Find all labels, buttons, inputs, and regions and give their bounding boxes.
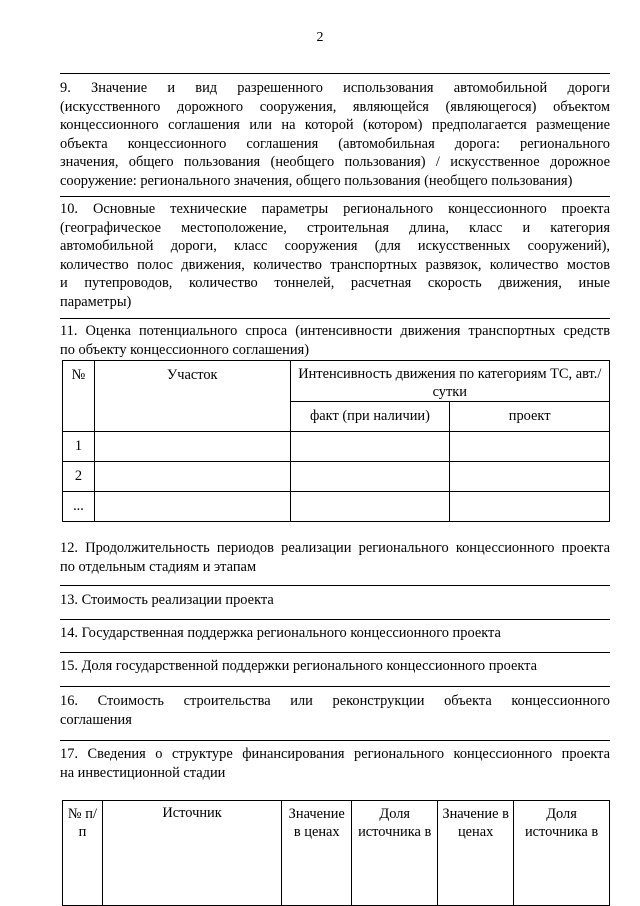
section-10-line: параметры)	[60, 293, 132, 310]
section-9-line: 9. Значение и вид разрешенного использования автомобильной дороги	[60, 80, 610, 96]
section-9	[60, 79, 610, 190]
table-cell	[94, 462, 290, 492]
table-cell	[94, 432, 290, 462]
section-12-line: по отдельным стадиям и этапам	[60, 558, 257, 575]
demand-table	[62, 360, 610, 522]
table-header-share: Доля источника в	[514, 801, 610, 906]
section-10-line: 10. Основные технические параметры регионального концессионного проекта	[60, 201, 610, 217]
table-row	[63, 432, 610, 462]
table-header-section: Участок	[94, 361, 290, 432]
table-cell	[290, 432, 450, 462]
section-16-line: 16. Стоимость строительства или реконструкции объекта концессионного	[60, 693, 610, 709]
section-16-line: соглашения	[60, 711, 132, 728]
row-number: 2	[63, 462, 95, 492]
section-13: 13. Стоимость реализации проекта	[60, 592, 274, 608]
section-10-line: автомобильной дороги, класс сооружения (для искусственных сооружений),	[60, 238, 610, 254]
section-15: 15. Доля государственной поддержки регионального концессионного проекта	[60, 658, 537, 674]
section-divider	[60, 686, 610, 687]
table-header-project: проект	[450, 402, 610, 432]
financing-table	[62, 800, 610, 906]
table-row	[63, 462, 610, 492]
section-9-line: сооружение: регионального значения, общего пользования (необщего пользования)	[60, 172, 573, 189]
section-divider	[60, 585, 610, 586]
table-cell	[450, 432, 610, 462]
section-11-line: по объекту концессионного соглашения)	[60, 341, 309, 358]
table-header-no: №	[63, 361, 95, 432]
section-10	[60, 200, 610, 311]
section-11	[60, 322, 610, 359]
page-number: 2	[316, 30, 324, 45]
section-divider	[60, 619, 610, 620]
table-cell	[290, 462, 450, 492]
section-divider	[60, 652, 610, 653]
section-10-line: и путепроводов, количество тоннелей, расчетная скорость движения, иные	[60, 275, 610, 291]
section-9-line: значения, общего пользования (необщего пользования) / искусственное дорожное	[60, 154, 610, 170]
section-10-line: (географическое местоположение, строительная длина, класс и категория	[60, 219, 610, 236]
section-17	[60, 745, 610, 782]
section-12-line: 12. Продолжительность периодов реализации регионального концессионного проекта	[60, 540, 610, 556]
table-cell	[94, 492, 290, 522]
section-divider	[60, 740, 610, 741]
section-9-line: (искусственного дорожного сооружения, являющейся (являющегося) объектом	[60, 98, 610, 115]
table-header-value: Значение в ценах	[438, 801, 514, 906]
section-divider	[60, 318, 610, 319]
section-17-line: 17. Сведения о структуре финансирования регионального концессионного проекта	[60, 746, 610, 762]
section-17-line: на инвестиционной стадии	[60, 764, 226, 781]
table-header-value: Значение в ценах	[282, 801, 352, 906]
section-9-line: концессионного соглашения или на которой (котором) предполагается размещение	[60, 117, 610, 133]
section-11-line: 11. Оценка потенциального спроса (интенсивности движения транспортных средств	[60, 323, 610, 339]
table-row	[63, 492, 610, 522]
table-header-source: Источник	[102, 801, 281, 906]
table-header-no: № п/п	[63, 801, 103, 906]
section-divider	[60, 73, 610, 74]
table-header-share: Доля источника в	[352, 801, 438, 906]
section-divider	[60, 196, 610, 197]
row-number: 1	[63, 432, 95, 462]
section-12	[60, 539, 610, 576]
row-number: ...	[63, 492, 95, 522]
section-16	[60, 692, 610, 729]
section-10-line: количество полос движения, количество транспортных развязок, количество мостов	[60, 256, 610, 273]
table-cell	[290, 492, 450, 522]
table-header-fact: факт (при наличии)	[290, 402, 450, 432]
table-cell	[450, 492, 610, 522]
table-cell	[450, 462, 610, 492]
table-header-intensity: Интенсивность движения по категориям ТС, авт./сутки	[290, 361, 609, 402]
section-9-line: объекта концессионного соглашения (автомобильная дорога: регионального	[60, 135, 610, 152]
section-14: 14. Государственная поддержка регионального концессионного проекта	[60, 625, 501, 641]
